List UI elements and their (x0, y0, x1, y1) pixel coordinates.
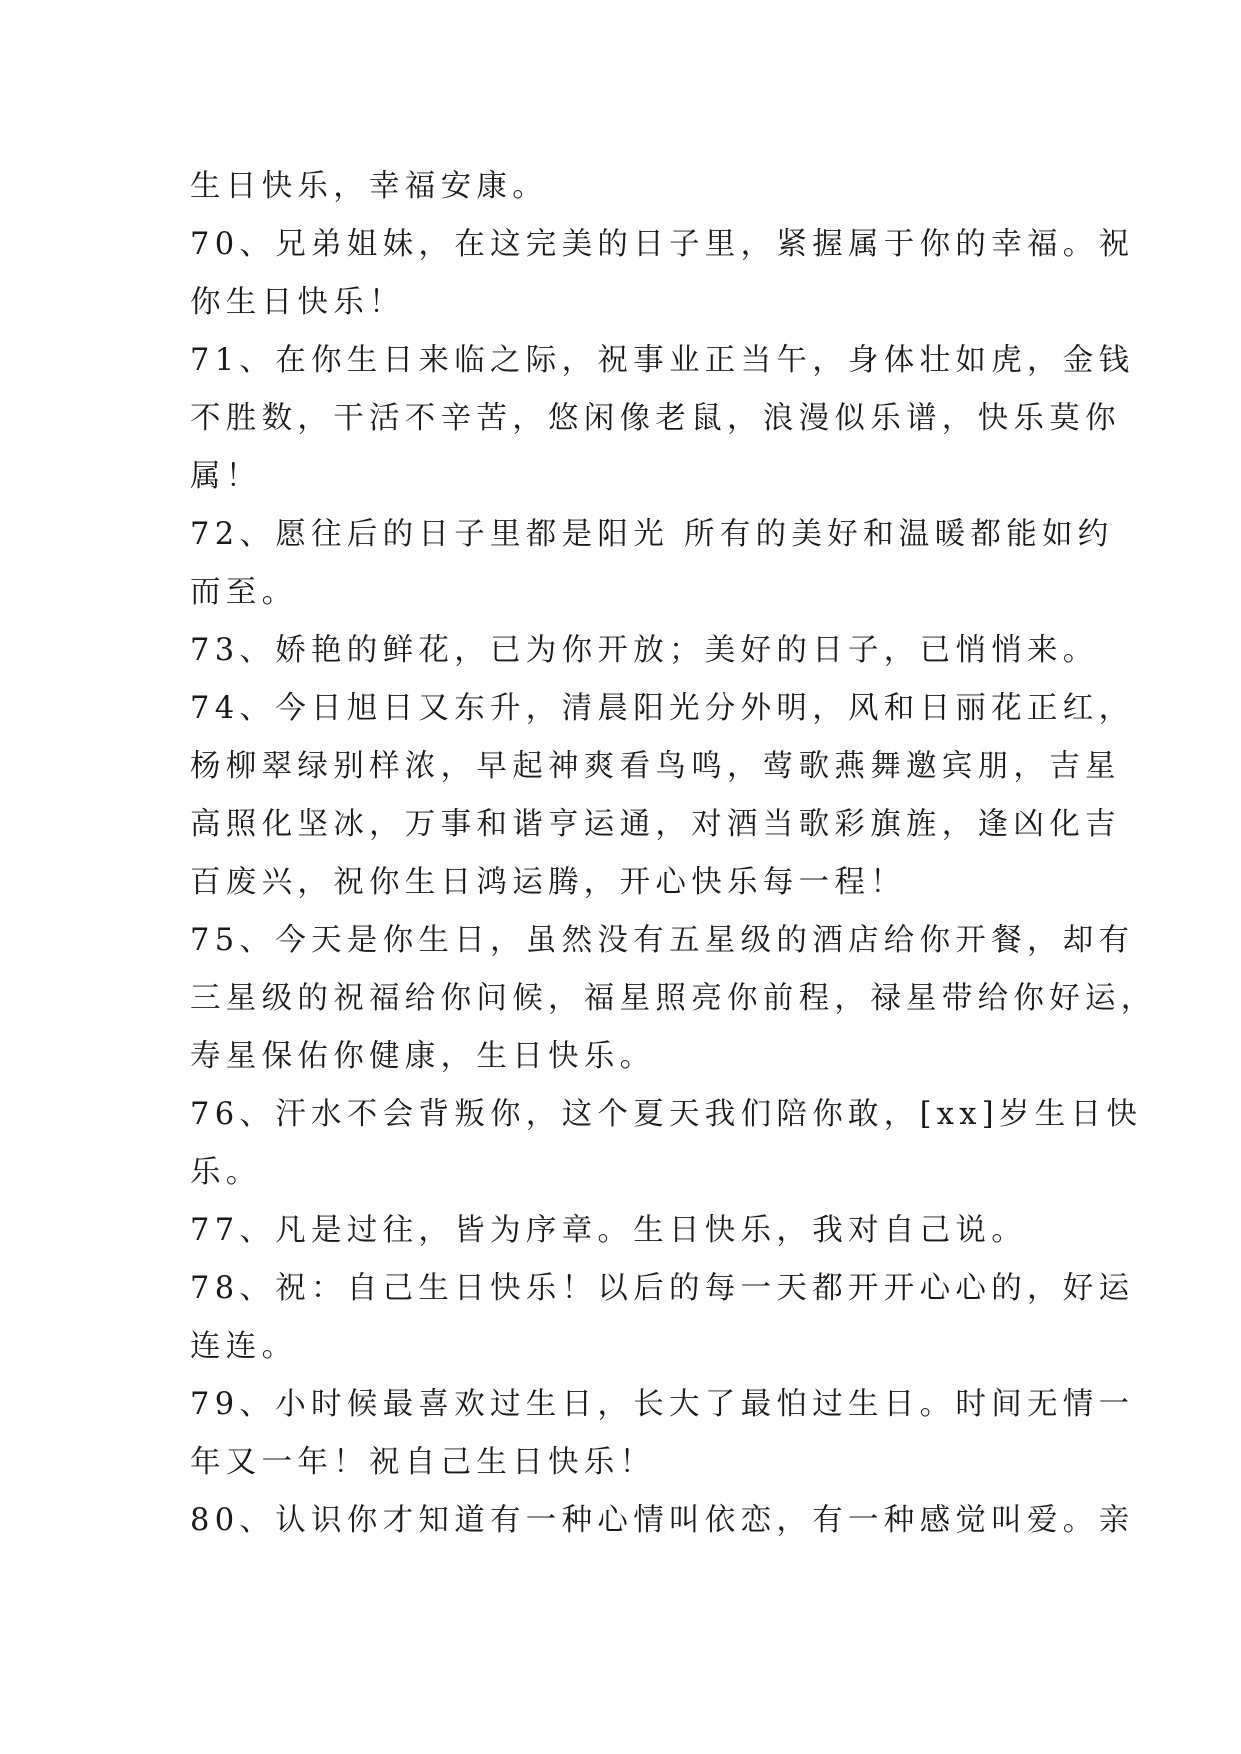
text-line: 73、娇艳的鲜花，已为你开放；美好的日子，已悄悄来。 (190, 633, 1099, 668)
text-line: 连连。 (190, 1329, 298, 1364)
text-line: 80、认识你才知道有一种心情叫依恋，有一种感觉叫爱。亲 (190, 1503, 1135, 1538)
text-line: 70、兄弟姐妹，在这完美的日子里，紧握属于你的幸福。祝 (190, 227, 1135, 262)
text-line: 不胜数，干活不辛苦，悠闲像老鼠，浪漫似乐谱，快乐莫你 (190, 401, 1121, 436)
text-line: 76、汗水不会背叛你，这个夏天我们陪你敢，[xx]岁生日快 (190, 1097, 1143, 1132)
text-line: 杨柳翠绿别样浓，早起神爽看鸟鸣，莺歌燕舞邀宾朋，吉星 (190, 749, 1121, 784)
text-line: 属！ (190, 459, 262, 494)
text-line: 78、祝：自己生日快乐！以后的每一天都开开心心的，好运 (190, 1271, 1135, 1306)
text-line: 71、在你生日来临之际，祝事业正当午，身体壮如虎，金钱 (190, 343, 1135, 378)
text-line: 高照化坚冰，万事和谐亨运通，对酒当歌彩旗旌，逢凶化吉 (190, 807, 1121, 842)
text-line: 百废兴，祝你生日鸿运腾，开心快乐每一程！ (190, 865, 906, 900)
text-line: 77、凡是过往，皆为序章。生日快乐，我对自己说。 (190, 1213, 1028, 1248)
text-line: 乐。 (190, 1155, 262, 1190)
text-line: 75、今天是你生日，虽然没有五星级的酒店给你开餐，却有 (190, 923, 1135, 958)
text-line: 74、今日旭日又东升，清晨阳光分外明，风和日丽花正红， (190, 691, 1135, 726)
text-line: 79、小时候最喜欢过生日，长大了最怕过生日。时间无情一 (190, 1387, 1135, 1422)
text-line: 三星级的祝福给你问候，福星照亮你前程，禄星带给你好运， (190, 981, 1157, 1016)
text-line: 你生日快乐！ (190, 285, 405, 320)
text-line: 72、愿往后的日子里都是阳光 所有的美好和温暖都能如约 (190, 517, 1114, 552)
document-body (190, 158, 1157, 1550)
text-line: 生日快乐，幸福安康。 (190, 169, 548, 204)
text-line: 年又一年！祝自己生日快乐！ (190, 1445, 656, 1480)
text-line: 寿星保佑你健康，生日快乐。 (190, 1039, 656, 1074)
text-line: 而至。 (190, 575, 298, 610)
